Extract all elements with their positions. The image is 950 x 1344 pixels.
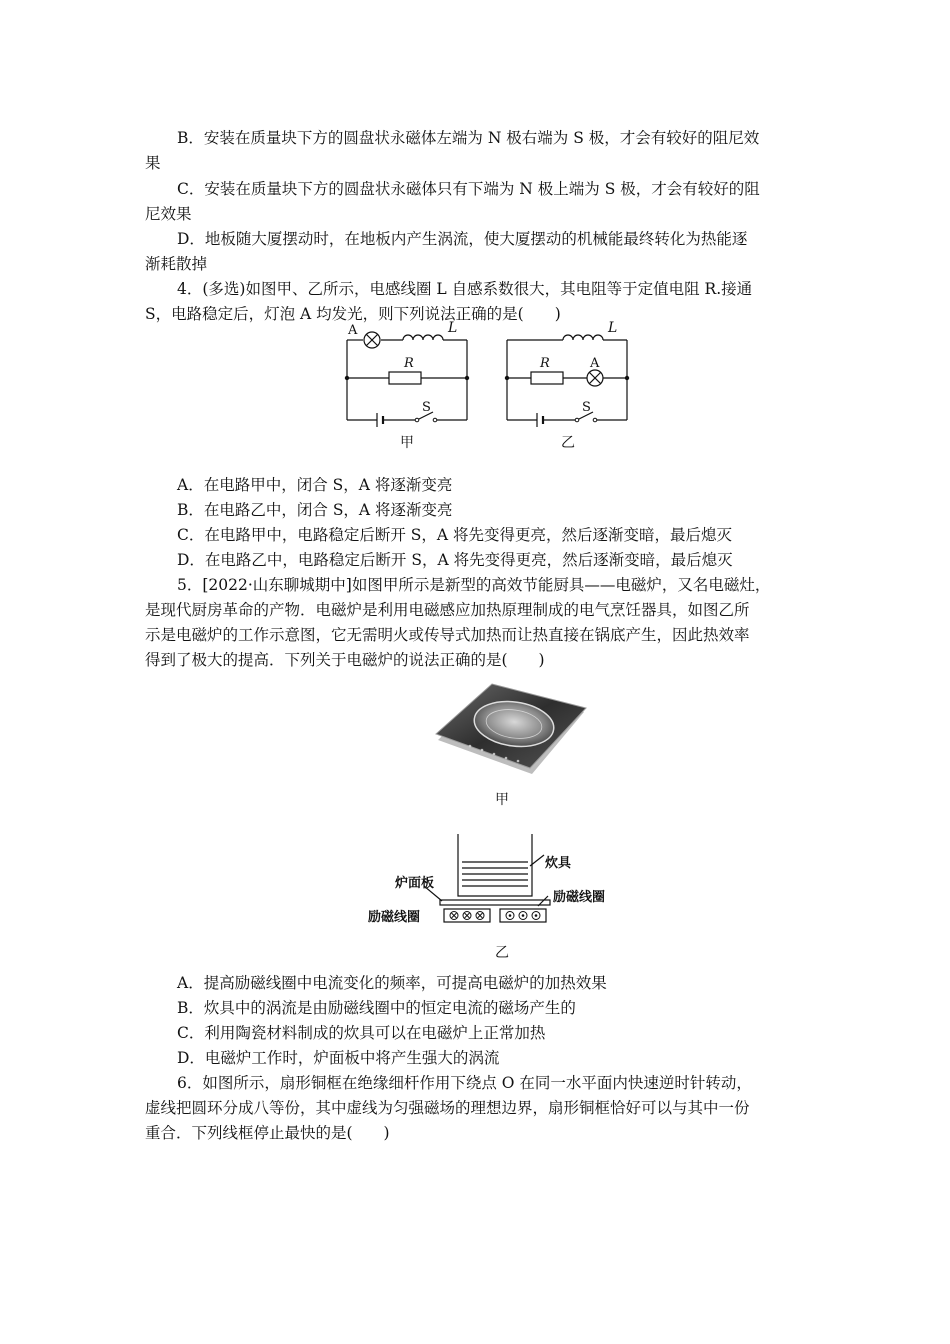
lamp-label-a: A [348,323,358,338]
q4-stem-line1: 4．(多选)如图甲、乙所示，电感线圈 L 自感系数很大，其电阻等于定值电阻 R.接通 [177,280,753,298]
q6-stem-line1: 6．如图所示，扇形铜框在绝缘细杆作用下绕点 O 在同一水平面内快速逆时针转动， [177,1074,752,1092]
q5-option-b: B．炊具中的涡流是由励磁线圈中的恒定电流的磁场产生的 [177,999,576,1017]
circuit-jia-figure [335,322,485,432]
q6-stem-line2: 虚线把圆环分成八等份，其中虚线为匀强磁场的理想边界，扇形铜框恰好可以与其中一份 [145,1099,750,1117]
circuit-yi-figure [495,322,645,432]
q5-option-a: A．提高励磁线圈中电流变化的频率，可提高电磁炉的加热效果 [177,974,607,992]
induction-cooker-image [430,682,590,782]
q5-stem-line1: 5．[2022·山东聊城期中]如图甲所示是新型的高效节能厨具——电磁炉，又名电磁灶， [177,576,771,594]
label-coil-right: 励磁线圈 [553,890,606,905]
label-coil-left: 励磁线圈 [368,910,421,925]
induction-cooker-diagram [420,830,610,930]
q3-option-c-line1: C．安装在质量块下方的圆盘状永磁体只有下端为 N 极上端为 S 极，才会有较好的阻 [177,180,760,198]
resistor-label-r: R [540,356,550,371]
junction-dot [345,376,349,380]
caption-yi: 乙 [495,945,509,961]
q4-option-c: C．在电路甲中，电路稳定后断开 S，A 将先变得更亮，然后逐渐变暗，最后熄灭 [177,526,733,544]
q4-stem-line2: S，电路稳定后，灯泡 A 均发光，则下列说法正确的是( ) [145,305,561,323]
caption-jia: 甲 [495,792,509,808]
label-panel: 炉面板 [395,876,435,891]
junction-dot [465,376,469,380]
caption-jia: 甲 [400,435,414,451]
lamp-label-a: A [590,356,600,371]
q5-stem-line2: 是现代厨房革命的产物．电磁炉是利用电磁感应加热原理制成的电气烹饪器具，如图乙所 [145,601,750,619]
switch-label-s: S [582,400,591,415]
q4-option-d: D．在电路乙中，电路稳定后断开 S，A 将先变得更亮，然后逐渐变暗，最后熄灭 [177,551,733,569]
q4-option-b: B．在电路乙中，闭合 S，A 将逐渐变亮 [177,501,453,519]
switch-label-s: S [422,400,431,415]
inductor-label-l: L [608,320,618,336]
inductor-label-l: L [448,320,458,336]
q5-stem-line4: 得到了极大的提高．下列关于电磁炉的说法正确的是( ) [145,651,545,669]
q5-stem-line3: 示是电磁炉的工作示意图，它无需明火或传导式加热而让热直接在锅底产生，因此热效率 [145,626,750,644]
label-cookware: 炊具 [545,856,572,871]
q4-option-a: A．在电路甲中，闭合 S，A 将逐渐变亮 [177,476,453,494]
q3-option-d-line2: 渐耗散掉 [145,255,208,273]
q6-stem-line3: 重合．下列线框停止最快的是( ) [145,1124,390,1142]
q3-option-d-line1: D．地板随大厦摆动时，在地板内产生涡流，使大厦摆动的机械能最终转化为热能逐 [177,230,748,248]
q3-option-c-line2: 尼效果 [145,205,192,223]
caption-yi: 乙 [561,435,575,451]
q3-option-b-line1: B．安装在质量块下方的圆盘状永磁体左端为 N 极右端为 S 极，才会有较好的阻尼效 [177,129,760,147]
q5-option-d: D．电磁炉工作时，炉面板中将产生强大的涡流 [177,1049,500,1067]
q3-option-b-line2: 果 [145,154,161,172]
resistor-label-r: R [404,356,414,371]
q5-option-c: C．利用陶瓷材料制成的炊具可以在电磁炉上正常加热 [177,1024,546,1042]
